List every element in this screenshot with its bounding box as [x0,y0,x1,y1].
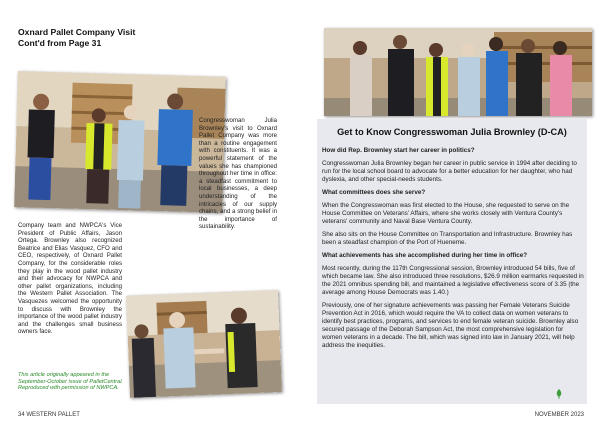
bio-qa-list [322,147,584,350]
headline-title: Oxnard Pallet Company Visit [18,27,136,37]
page-footer-right: NOVEMBER 2023 [534,412,584,418]
answer-career-start: Congresswoman Julia Brownley began her career in public service in 1994 after deciding to run for the local school board to advocate for a better education for her daughter, who had dyslexia, and other special-needs students. [322,160,577,183]
page-footer-left: 34 WESTERN PALLET [18,412,80,418]
caption-line-3 [18,385,138,392]
answer-achievements-recent: Most recently, during the 117th Congressional session, Brownley introduced 54 bills, five of which became law. She also introduced three resolutions, $26.9 million earmarks requested in the 2021 omnibus spending bill, and maintained a legislative effectiveness score of 3.35 (the average among House Democrats was 1.40.) [322,265,584,296]
caption-line-1-text: This article originally appeared in the [18,372,110,378]
caption-line-2 [18,379,138,386]
group-photo-warehouse [14,71,226,213]
question-committees: What committees does she serve? [322,189,426,196]
photo-credit-caption [18,372,138,392]
bio-box-title: Get to Know Congresswoman Julia Brownley (D-CA) [337,127,567,137]
article-headline [18,27,135,49]
caption-line-3-text: Reproduced with permission of NWPCA. [18,385,119,392]
article-column-left: Company team and NWPCA's Vice President of Public Affairs, Jason Ortega. Brownley also recognized Beatrice and Elias Vasquez, CFO and CEO, respectively, of Oxnard Pallet Company, for the considerable roles they play in the wood pallet industry and their advocacy for NWPCA and other pallet organizations, including the Western Pallet Association. The Vasquezes welcomed the opportunity to discuss with Brownley the importance of the wood pallet industry and the challenges small business owners face. [18,222,122,336]
headline-continued: Cont'd from Page 31 [18,38,102,48]
leaf-icon [555,389,563,399]
caption-line-1 [18,372,138,379]
handshake-photo [126,290,282,398]
right-page [300,0,600,424]
question-achievements: What achievements has she accomplished during her time in office? [322,252,528,259]
question-career-start: How did Rep. Brownley start her career in politics? [322,147,475,154]
group-photo-seven [324,28,592,116]
bio-sidebar-box [317,119,587,404]
caption-line-2-text: September-October issue of PalletCentral. [18,378,123,385]
answer-committees-veterans: When the Congresswoman was first elected to the House, she requested to serve on the House Committee on Veterans' Affairs, where she works closely with Ventura County's veterans' community and Naval Base Ventura County. [322,202,570,225]
article-column-right: Congresswoman Julia Brownley's visit to Oxnard Pallet Company was more than a routine engagement with constituents. It was a powerful statement of the values she has championed throughout her time in office: a steadfast commitment to local businesses, a deep understanding of the intricacies of our supply chains, and a strong belief in the importance of sustainability. [199,117,277,231]
answer-committees-transportation: She also sits on the House Committee on Transportation and Infrastructure. Brownley has been a steadfast champion of the Port of Hueneme. [322,231,573,246]
answer-achievements-signature: Previously, one of her signature achievements was passing her Female Veterans Suicide Prevention Act in 2016, which would require the VA to collect data on women veterans to identify best practices, programs, and services to end female veteran suicide. Brownley also secured passage of the Deborah Sampson Act, the most comprehensive legislation for women veterans in a decade. The bill, which was signed into law in January 2021, will help address the inequities. [322,302,579,349]
